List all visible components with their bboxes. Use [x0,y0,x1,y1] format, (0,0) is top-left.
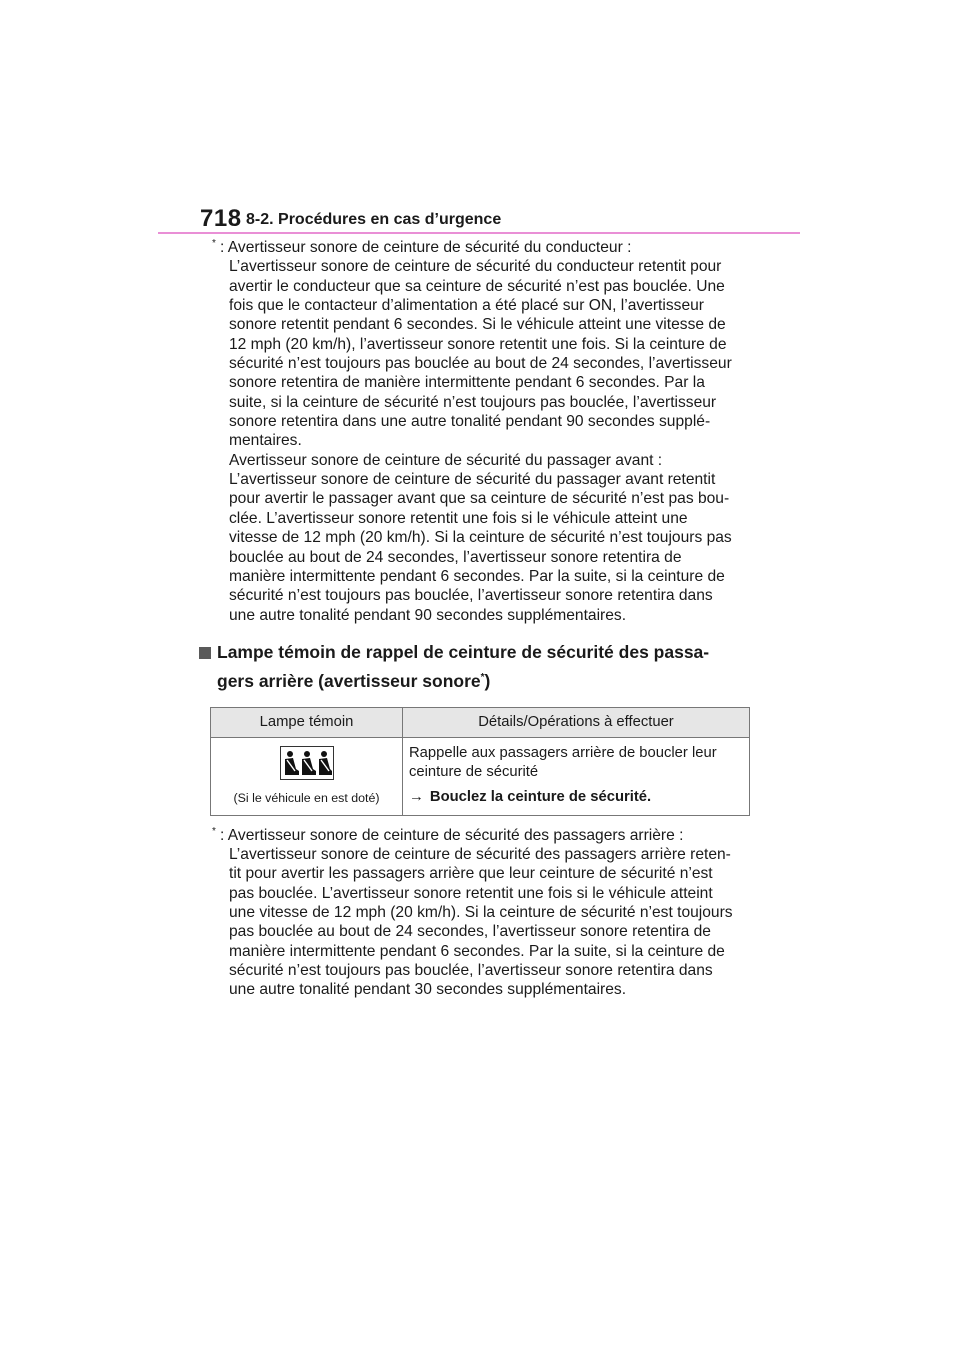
heading-line: gers arrière (avertisseur sonore*) [217,670,491,691]
note-line: L’avertisseur sonore de ceinture de sécurité du passager avant retentit [229,471,716,489]
note-line: : Avertisseur sonore de ceinture de sécurité du conducteur : [220,239,632,256]
rear-seatbelt-reminder-icon [280,746,334,780]
note-line: : Avertisseur sonore de ceinture de sécurité des passagers arrière : [220,826,684,844]
note-line: sonore retentira dans une autre tonalité pendant 90 secondes supplé- [229,413,711,431]
note-line: manière intermittente pendant 6 secondes. Par la suite, si la ceinture de [229,567,725,585]
note-line: une autre tonalité pendant 90 secondes supplémentaires. [229,606,627,624]
note-line: sécurité n’est toujours pas bouclée au bout de 24 secondes, l’avertisseur [229,355,732,373]
details-line: Rappelle aux passagers arrière de boucler leur [409,744,717,761]
header-divider [158,232,800,234]
square-bullet-icon [199,647,211,659]
note-line: L’avertisseur sonore de ceinture de sécurité des passagers arrière reten- [229,846,731,864]
table-header: Détails/Opérations à effectuer [403,707,750,737]
icon-caption: (Si le véhicule en est doté) [233,791,380,806]
note-line: 12 mph (20 km/h), l’avertisseur sonore retentit une fois. Si la ceinture de [229,335,727,353]
heading-footnote-star: * [480,671,485,683]
note-line: pour avertir le passager avant que sa ceinture de sécurité n’est pas bou- [229,490,730,508]
note-line: manière intermittente pendant 6 secondes. Par la suite, si la ceinture de [229,942,725,960]
note-line: fois que le contacteur d’alimentation a été placé sur ON, l’avertisseur [229,297,704,315]
note-line: vitesse de 12 mph (20 km/h). Si la ceinture de sécurité n’est toujours pas [229,529,732,547]
table-row [211,737,750,815]
note-line: avertir le conducteur que sa ceinture de sécurité n’est pas bouclée. Une [229,277,725,295]
table-header-row [211,707,750,737]
arrow-right-icon: → [409,788,424,805]
footnote-star: * [212,238,216,249]
note-line: une autre tonalité pendant 30 secondes supplémentaires. [229,981,627,999]
note-line: sécurité n’est toujours pas bouclée, l’avertisseur sonore retentira dans [229,962,713,980]
note-line: bouclée au bout de 24 secondes, l’avertisseur sonore retentira de [229,548,682,566]
details-line: ceinture de sécurité [409,763,539,780]
note-line: pas bouclée au bout de 24 secondes, l’avertisseur sonore retentira de [229,923,711,941]
footnote-star: * [212,825,216,837]
page-content [212,238,752,1000]
note-line: clée. L’avertisseur sonore retentit une fois si le véhicule atteint une [229,509,688,527]
note-line: sonore retentira de manière intermittente pendant 6 secondes. Par la [229,374,705,392]
note-line: pas bouclée. L’avertisseur sonore retentit une fois si le véhicule atteint [229,884,713,902]
heading-line: Lampe témoin de rappel de ceinture de sécurité des passa- [217,641,710,662]
page-number: 718 [200,205,242,232]
note-line: mentaires. [229,432,302,450]
action-text: → Bouclez la ceinture de sécurité. [409,788,652,805]
page-header [200,205,800,235]
note-line: Avertisseur sonore de ceinture de sécurité du passager avant : [229,451,663,469]
section-title: 8-2. Procédures en cas d’urgence [246,211,502,228]
warning-light-table [210,707,750,816]
footnote-driver-buzzer [212,238,752,625]
section-heading [199,639,752,694]
table-cell-icon [211,737,403,815]
note-line: L’avertisseur sonore de ceinture de sécurité du conducteur retentit pour [229,258,722,276]
table-header: Lampe témoin [211,707,403,737]
note-line: sécurité n’est toujours pas bouclée, l’avertisseur sonore retentira dans [229,587,713,605]
footnote-rear-buzzer [212,826,752,1000]
note-line: sonore retentit pendant 6 secondes. Si le véhicule atteint une vitesse de [229,316,726,334]
note-line: une vitesse de 12 mph (20 km/h). Si la ceinture de sécurité n’est toujours [229,904,733,922]
note-line: tit pour avertir les passagers arrière que leur ceinture de sécurité n’est [229,865,713,883]
table-cell-details [403,737,750,815]
note-line: suite, si la ceinture de sécurité n’est toujours pas bouclée, l’avertisseur [229,393,717,411]
